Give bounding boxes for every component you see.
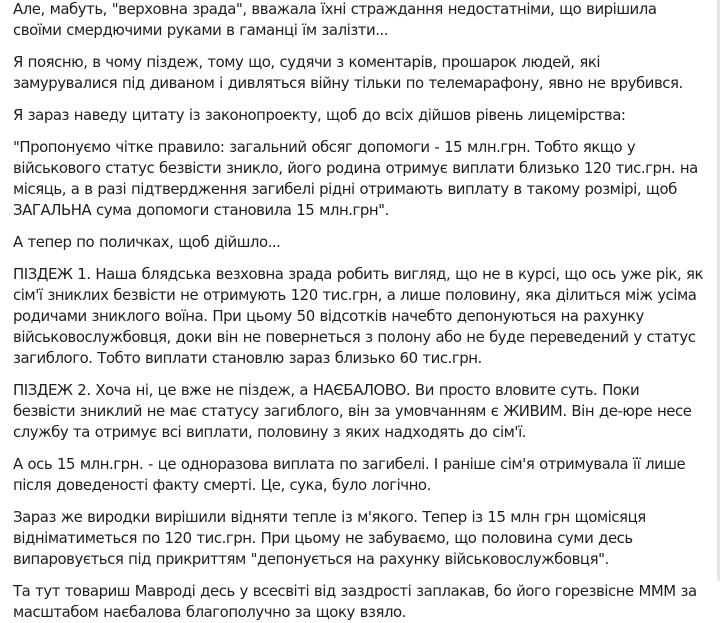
post-paragraph: ПІЗДЕЖ 1. Наша блядська везховна зрада робить вигляд, що не в курсі, що ось уже рік, як сім'ї зниклих безвісти не отримують 120 тис.грн, а лише половину, яка ділиться між усіма родичами зниклого воїна. При цьому 50 відсотків начебто депонуються на рахунку військовослужбовця, доки він не повернеться з полону або не буде переведений у статус загиблого. Тобто виплати становлю зараз близько 60 тис.грн.: [13, 265, 704, 367]
post-paragraph: ПІЗДЕЖ 2. Хоча ні, це вже не піздеж, а НАЄБАЛОВО. Ви просто вловите суть. Поки безвісти зниклий не має статусу загиблого, він за умовчанням є ЖИВИМ. Він де-юре несе службу та отримує всі виплати, половину з яких надходять до сім'ї.: [13, 381, 692, 441]
post-paragraph: А ось 15 млн.грн. - це одноразова виплата по загибелі. І раніше сім'я отримувала її лише після доведеності факту смерті. Це, сука, було логічно.: [13, 455, 686, 494]
post-paragraph: Я зараз наведу цитату із законопроекту, щоб до всіх дійшов рівень лицемірства:: [13, 106, 626, 124]
post-paragraph: "Пропонуємо чітке правило: загальний обсяг допомоги - 15 млн.грн. Тобто якщо у військового статус безвісти зникло, його родина отримує виплати близько 120 тис.грн. на місяць, а в разі підтвердження загибелі рідні отримають виплату в такому розмірі, щоб ЗАГАЛЬНА сума допомоги становила 15 млн.грн".: [13, 138, 698, 219]
post-paragraph: Та тут товариш Мавроді десь у всесвіті від заздрості заплакав, бо його горезвісне МММ за масштабом наєбалова благополучно за щоку взяло.: [13, 582, 697, 621]
post-paragraph: А тепер по поличках, щоб дійшло...: [13, 233, 281, 251]
post-paragraph: Але, мабуть, "верховна зрада", вважала їхні страждання недостатніми, що вирішила своїми смердючими руками в гаманці їм залізти...: [13, 0, 657, 39]
post-paragraph: Я поясню, в чому піздеж, тому що, судячи з коментарів, прошарок людей, які замурувалися під диваном і дивляться війну тільки по телемарафону, явно не врубився.: [13, 53, 683, 92]
post-paragraph: Зараз же виродки вирішили відняти тепле із м'якого. Тепер із 15 млн грн щомісяця відніматиметься по 120 тис.грн. При цьому не забуваємо, що половина суми десь випаровується під прикриттям "депонується на рахунку військовослужбовця".: [13, 508, 646, 568]
